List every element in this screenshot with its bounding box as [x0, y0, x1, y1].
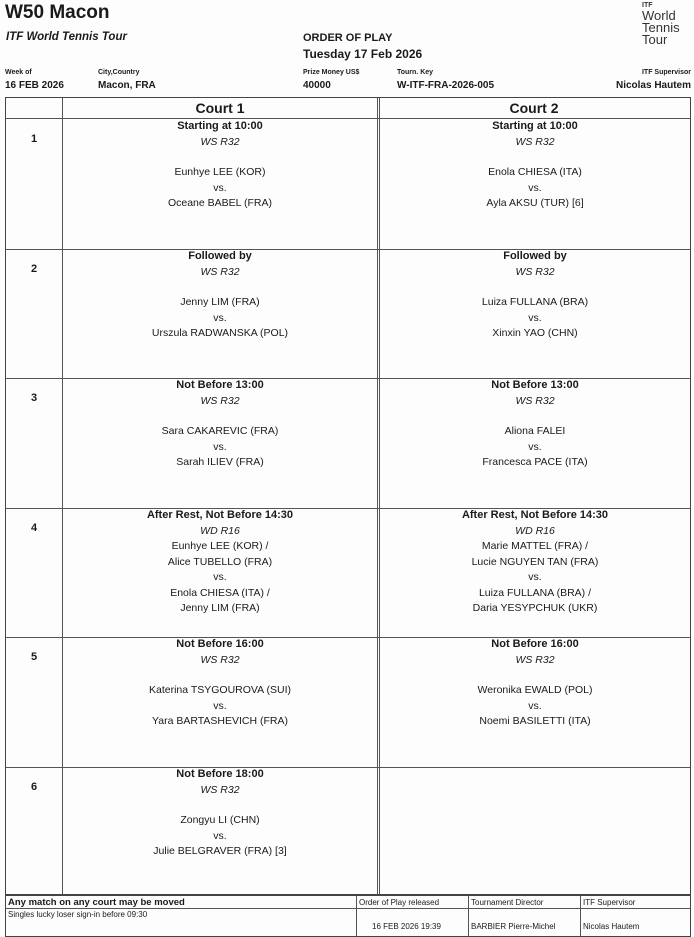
- spacer: [380, 280, 690, 295]
- supervisor-value: Nicolas Hautem: [615, 80, 691, 91]
- player-name: Sarah ILIEV (FRA): [176, 456, 264, 468]
- player-name: Noemi BASILETTI (ITA): [479, 715, 591, 727]
- prize-value: 40000: [303, 80, 331, 91]
- player-name: Julie BELGRAVER (FRA) [3]: [153, 845, 287, 857]
- versus-label: vs.: [213, 440, 227, 453]
- match-cell-c1: [63, 249, 377, 342]
- spacer: [63, 280, 377, 295]
- footer-row-divider: [356, 908, 690, 909]
- match-cell-c2: [380, 767, 690, 782]
- player-name: Eunhye LEE (KOR): [174, 166, 266, 178]
- footer-divider: [468, 896, 469, 936]
- start-time: Followed by: [188, 250, 252, 262]
- versus-label: vs.: [213, 181, 227, 194]
- footer-divider: [580, 896, 581, 936]
- spacer: [380, 668, 690, 683]
- match-order-number: 5: [30, 651, 38, 663]
- spacer: [63, 150, 377, 165]
- logo-itf-text: ITF: [642, 2, 653, 9]
- player-name: Yara BARTASHEVICH (FRA): [152, 715, 288, 727]
- start-time: After Rest, Not Before 14:30: [146, 509, 294, 521]
- event-round: WS R32: [200, 653, 240, 666]
- match-order-number: 4: [30, 522, 38, 534]
- logo-line: World: [642, 8, 676, 23]
- footer-row-divider: [6, 908, 356, 909]
- player-name: Daria YESYPCHUK (UKR): [472, 602, 598, 614]
- event-round: WS R32: [515, 265, 555, 278]
- versus-label: vs.: [213, 699, 227, 712]
- spacer: [380, 767, 690, 782]
- schedule-grid: [5, 97, 691, 895]
- start-time: Starting at 10:00: [492, 120, 578, 132]
- lucky-loser-note: Singles lucky loser sign-in before 09:30: [8, 910, 148, 919]
- tourn-key-value: W-ITF-FRA-2026-005: [397, 80, 495, 91]
- event-round: WS R32: [515, 135, 555, 148]
- player-name: Lucie NGUYEN TAN (FRA): [471, 555, 599, 568]
- start-time: After Rest, Not Before 14:30: [461, 509, 609, 521]
- logo-line: Tennis: [642, 20, 680, 35]
- player-name: Jenny LIM (FRA): [180, 296, 260, 308]
- match-cell-c2: [380, 378, 690, 471]
- event-round: WS R32: [200, 135, 240, 148]
- player-name: Alice TUBELLO (FRA): [167, 555, 273, 568]
- versus-label: vs.: [528, 699, 542, 712]
- player-name: Enola CHIESA (ITA): [488, 166, 582, 178]
- match-cell-c2: [380, 637, 690, 730]
- logo-line: Tour: [642, 32, 668, 47]
- match-cell-c1: [63, 508, 377, 617]
- player-name: Oceane BABEL (FRA): [167, 197, 273, 209]
- start-time: Not Before 16:00: [176, 638, 264, 650]
- player-name: Marie MATTEL (FRA) /: [481, 540, 589, 552]
- itf-supervisor-value: Nicolas Hautem: [583, 922, 640, 931]
- spacer: [380, 150, 690, 165]
- released-label: Order of Play released: [359, 898, 440, 907]
- spacer: [63, 409, 377, 424]
- court-divider: [377, 98, 378, 894]
- spacer: [380, 409, 690, 424]
- match-cell-c1: [63, 637, 377, 730]
- player-name: Sara CAKAREVIC (FRA): [161, 425, 279, 437]
- match-cell-c1: [63, 767, 377, 860]
- start-time: Followed by: [503, 250, 567, 262]
- play-date: Tuesday 17 Feb 2026: [303, 47, 423, 61]
- start-time: Not Before 16:00: [491, 638, 579, 650]
- versus-label: vs.: [213, 571, 227, 583]
- prize-label: Prize Money US$: [303, 69, 360, 76]
- player-name: Eunhye LEE (KOR) /: [171, 540, 269, 552]
- player-name: Aliona FALEI: [504, 425, 566, 437]
- event-round: WD R16: [515, 524, 555, 537]
- start-time: Starting at 10:00: [177, 120, 263, 132]
- tour-subtitle: ITF World Tennis Tour: [6, 31, 127, 43]
- spacer: [63, 668, 377, 683]
- player-name: Katerina TSYGOUROVA (SUI): [149, 684, 291, 696]
- start-time: Not Before 13:00: [491, 379, 579, 391]
- event-round: WS R32: [515, 394, 555, 407]
- match-order-number: 2: [30, 263, 38, 275]
- order-of-play-heading: ORDER OF PLAY: [303, 32, 393, 44]
- player-name: Luiza FULLANA (BRA): [481, 296, 589, 308]
- week-label: Week of: [5, 69, 32, 76]
- versus-label: vs.: [528, 571, 542, 583]
- player-name: Francesca PACE (ITA): [482, 456, 588, 468]
- director-value: BARBIER Pierre-Michel: [471, 922, 556, 931]
- footer-divider: [356, 896, 357, 936]
- released-value: 16 FEB 2026 19:39: [372, 922, 441, 931]
- match-cell-c1: [63, 119, 377, 212]
- versus-label: vs.: [213, 311, 227, 324]
- match-order-number: 3: [30, 392, 38, 404]
- event-round: WS R32: [200, 394, 240, 407]
- player-name: Zongyu LI (CHN): [180, 814, 260, 826]
- week-value: 16 FEB 2026: [5, 80, 64, 91]
- spacer: [63, 798, 377, 813]
- player-name: Weronika EWALD (POL): [477, 684, 593, 696]
- match-order-number: 1: [30, 133, 38, 145]
- moved-note: Any match on any court may be moved: [8, 897, 185, 908]
- player-name: Xinxin YAO (CHN): [492, 327, 578, 339]
- player-name: Luiza FULLANA (BRA) /: [478, 586, 592, 599]
- supervisor-label: ITF Supervisor: [641, 69, 691, 76]
- event-round: WS R32: [515, 653, 555, 666]
- start-time: Not Before 13:00: [176, 379, 264, 391]
- match-order-number: 6: [30, 781, 38, 793]
- player-name: Urszula RADWANSKA (POL): [151, 327, 289, 339]
- versus-label: vs.: [528, 181, 542, 194]
- event-round: WS R32: [200, 265, 240, 278]
- player-name: Ayla AKSU (TUR) [6]: [486, 197, 584, 209]
- event-round: WS R32: [200, 783, 240, 796]
- versus-label: vs.: [528, 311, 542, 324]
- match-cell-c1: [63, 378, 377, 471]
- player-name: Enola CHIESA (ITA) /: [170, 586, 270, 599]
- city-value: Macon, FRA: [98, 80, 156, 91]
- versus-label: vs.: [528, 440, 542, 453]
- tournament-title: W50 Macon: [5, 2, 110, 23]
- start-time: Not Before 18:00: [176, 768, 264, 780]
- player-name: Jenny LIM (FRA): [180, 602, 260, 614]
- event-round: WD R16: [200, 524, 240, 537]
- versus-label: vs.: [213, 829, 227, 842]
- match-cell-c2: [380, 249, 690, 342]
- match-cell-c2: [380, 119, 690, 212]
- itf-world-tennis-tour-logo: [642, 2, 694, 46]
- tourn-key-label: Tourn. Key: [397, 69, 434, 76]
- footer: [5, 895, 691, 937]
- director-label: Tournament Director: [471, 898, 544, 907]
- court-2-header: Court 2: [509, 100, 559, 116]
- itf-supervisor-label: ITF Supervisor: [583, 898, 636, 907]
- match-cell-c2: [380, 508, 690, 617]
- court-1-header: Court 1: [195, 100, 245, 116]
- city-label: City,Country: [98, 69, 140, 76]
